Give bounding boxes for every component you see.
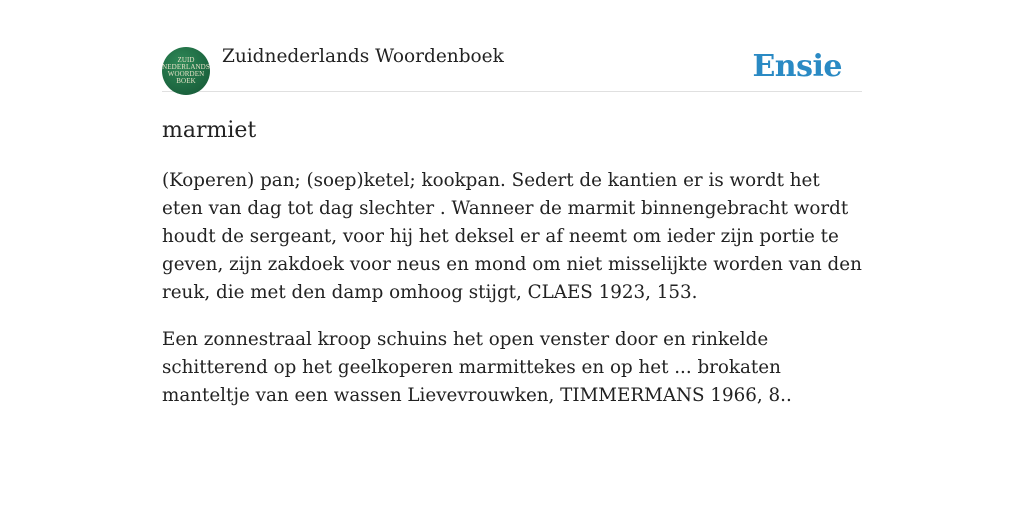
logo-line-2: NEDERLANDS [162, 63, 210, 71]
logo-line-1: ZUID [177, 56, 195, 64]
logo-line-3: WOORDEN [167, 70, 205, 78]
definition-body [162, 167, 862, 410]
entry-header [162, 40, 862, 92]
definition-paragraph-1: (Koperen) pan; (soep)ketel; kookpan. Sedert de kantien er is wordt het eten van dag tot dag slechter . Wanneer de marmit binnengebracht wordt houdt de sergeant, voor hij het deksel er af neemt om ieder zijn portie te geven, zijn zakdoek voor neus en mond om niet misselijkte worden van den reuk, die met den damp omhoog stijgt, CLAES 1923, 153. [162, 170, 862, 303]
headword: marmiet [162, 118, 257, 143]
definition-paragraph-2: Een zonnestraal kroop schuins het open venster door en rinkelde schitterend op het geelkoperen marmittekes en op het ... brokaten manteltje van een wassen Lievevrouwken, TIMMERMANS 1966, 8.. [162, 329, 792, 406]
source-logo[interactable] [162, 47, 210, 95]
ensie-brand-logo[interactable]: Ensie [752, 49, 842, 84]
logo-line-4: BOEK [176, 77, 196, 85]
page-container [162, 40, 862, 429]
source-name-link[interactable]: Zuidnederlands Woordenboek [222, 46, 504, 67]
